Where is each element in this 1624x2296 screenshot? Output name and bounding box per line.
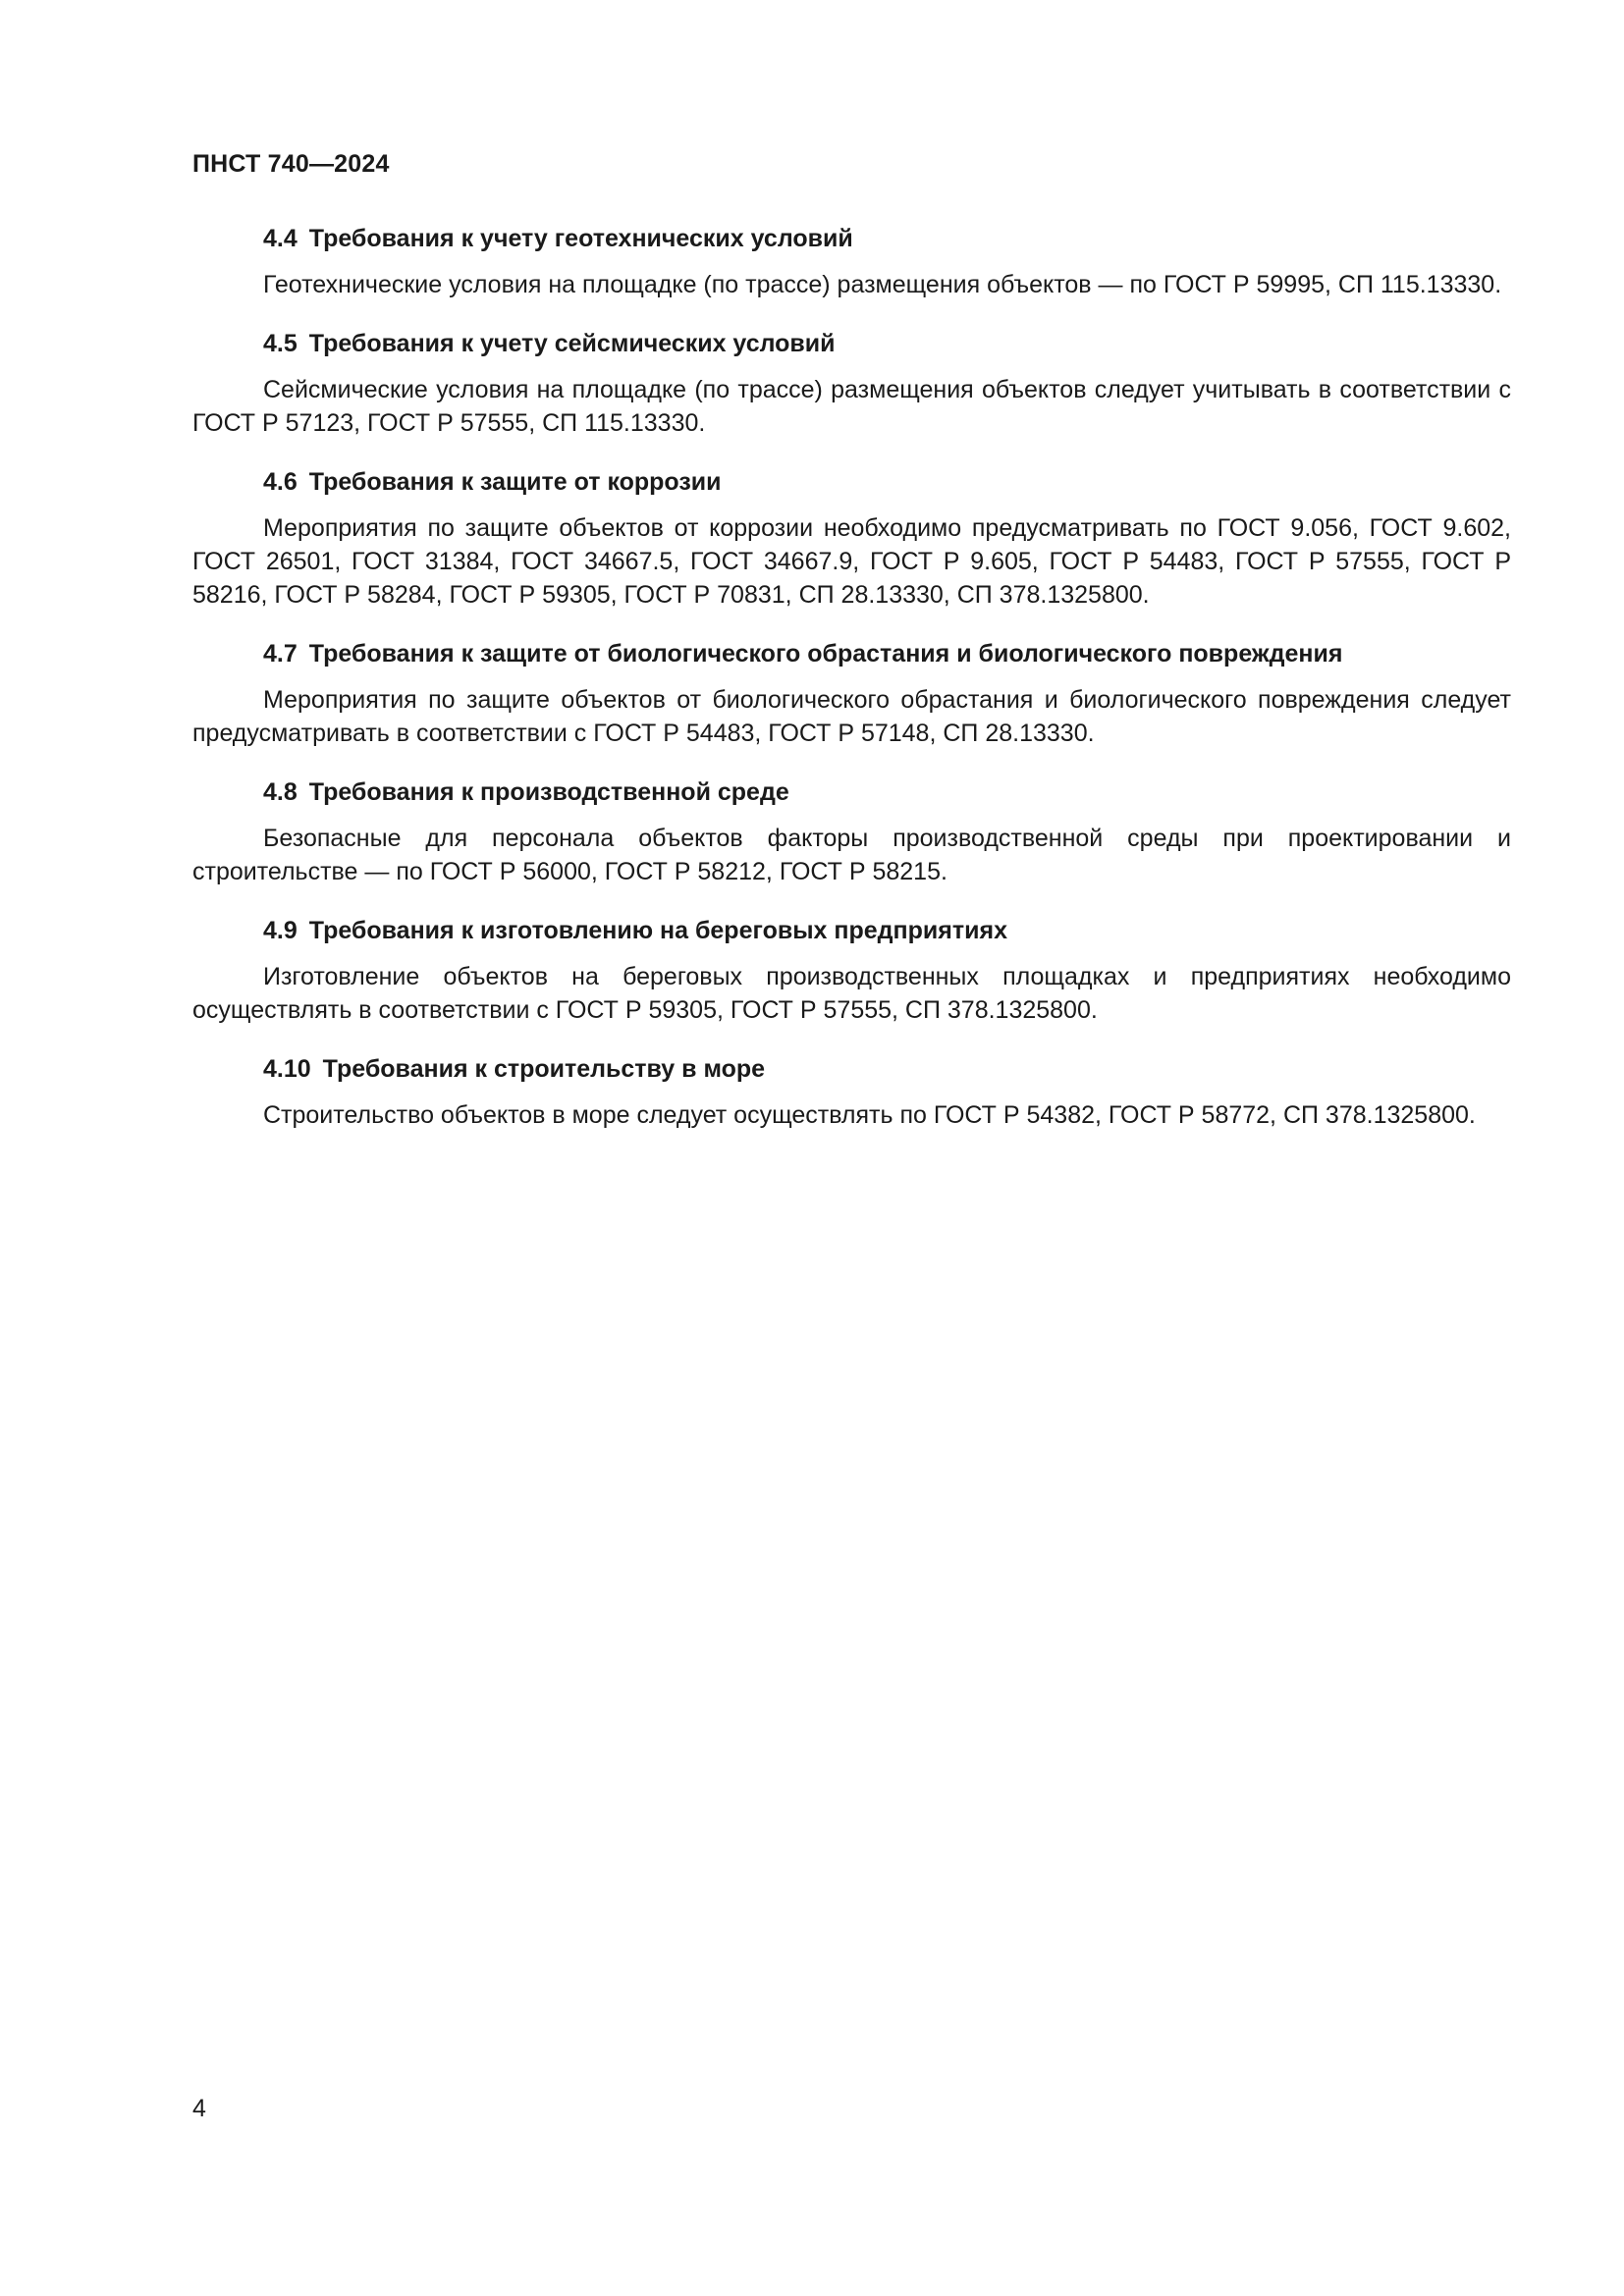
section-title: Требования к учету геотехнических условий bbox=[308, 225, 853, 252]
section-title: Требования к защите от коррозии bbox=[308, 468, 722, 496]
section-4-7 bbox=[192, 637, 1511, 750]
section-heading bbox=[192, 1052, 1511, 1086]
section-4-9 bbox=[192, 914, 1511, 1027]
document-body bbox=[192, 222, 1511, 1157]
section-paragraph: Сейсмические условия на площадке (по трассе) размещения объектов следует учитывать в соответствии с ГОСТ Р 57123, ГОСТ Р 57555, СП 115.13330. bbox=[192, 376, 1511, 437]
section-paragraph: Безопасные для персонала объектов факторы производственной среды при проектировании и строительстве — по ГОСТ Р 56000, ГОСТ Р 58212, ГОСТ Р 58215. bbox=[192, 825, 1511, 885]
section-title: Требования к производственной среде bbox=[308, 778, 789, 806]
document-code-header: ПНСТ 740—2024 bbox=[192, 150, 390, 178]
section-4-8 bbox=[192, 775, 1511, 888]
section-heading bbox=[192, 914, 1511, 947]
section-number: 4.7 bbox=[263, 640, 298, 667]
section-4-6 bbox=[192, 465, 1511, 612]
section-heading bbox=[192, 222, 1511, 255]
section-heading bbox=[192, 465, 1511, 499]
page-number: 4 bbox=[192, 2095, 206, 2122]
section-heading bbox=[192, 637, 1511, 670]
section-4-4 bbox=[192, 222, 1511, 301]
section-paragraph: Изготовление объектов на береговых производственных площадках и предприятиях необходимо осуществлять в соответствии с ГОСТ Р 59305, ГОСТ Р 57555, СП 378.1325800. bbox=[192, 963, 1511, 1024]
section-heading bbox=[192, 327, 1511, 360]
section-title: Требования к защите от биологического обрастания и биологического повреждения bbox=[308, 640, 1343, 667]
section-4-10 bbox=[192, 1052, 1511, 1132]
section-title: Требования к строительству в море bbox=[322, 1055, 766, 1083]
section-number: 4.6 bbox=[263, 468, 298, 496]
section-title: Требования к учету сейсмических условий bbox=[308, 330, 836, 357]
section-paragraph: Мероприятия по защите объектов от биологического обрастания и биологического повреждения следует предусматривать в соответствии с ГОСТ Р 54483, ГОСТ Р 57148, СП 28.13330. bbox=[192, 686, 1511, 747]
section-4-5 bbox=[192, 327, 1511, 440]
section-title: Требования к изготовлению на береговых предприятиях bbox=[308, 917, 1007, 944]
section-number: 4.9 bbox=[263, 917, 298, 944]
section-number: 4.4 bbox=[263, 225, 298, 252]
section-heading bbox=[192, 775, 1511, 809]
section-number: 4.10 bbox=[263, 1055, 311, 1083]
section-number: 4.5 bbox=[263, 330, 298, 357]
section-paragraph: Мероприятия по защите объектов от коррозии необходимо предусматривать по ГОСТ 9.056, ГОСТ 9.602, ГОСТ 26501, ГОСТ 31384, ГОСТ 34667.5, ГОСТ 34667.9, ГОСТ Р 9.605, ГОСТ Р 54483, ГОСТ Р 57555, ГОСТ Р 58216, ГОСТ Р 58284, ГОСТ Р 59305, ГОСТ Р 70831, СП 28.13330, СП 378.1325800. bbox=[192, 514, 1511, 609]
section-paragraph: Геотехнические условия на площадке (по трассе) размещения объектов — по ГОСТ Р 59995, СП 115.13330. bbox=[263, 271, 1502, 298]
section-number: 4.8 bbox=[263, 778, 298, 806]
section-paragraph: Строительство объектов в море следует осуществлять по ГОСТ Р 54382, ГОСТ Р 58772, СП 378.1325800. bbox=[263, 1101, 1476, 1129]
